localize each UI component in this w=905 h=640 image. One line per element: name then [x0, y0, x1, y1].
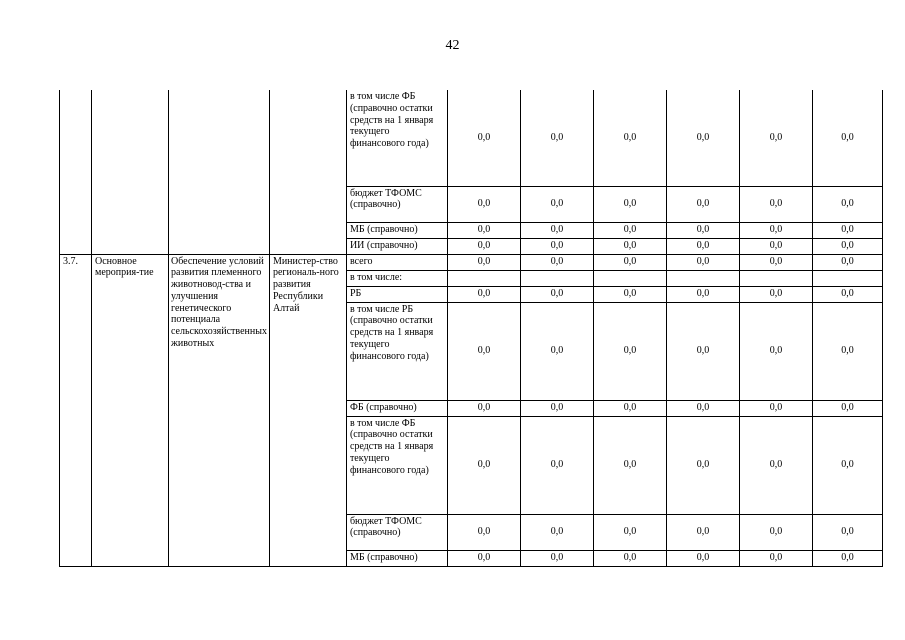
funding-source-cell: МБ (справочно) — [346, 222, 447, 238]
value-cell: 0,0 — [520, 90, 593, 186]
value-cell: 0,0 — [812, 222, 882, 238]
measure-executor: Министер-ство региональ-ного развития Республики Алтай — [269, 254, 346, 566]
value-cell — [739, 270, 812, 286]
value-cell: 0,0 — [666, 222, 739, 238]
funding-source-cell: в том числе ФБ (справочно остатки средств на 1 января текущего финансового года) — [346, 90, 447, 186]
value-cell: 0,0 — [593, 400, 666, 416]
funding-source-cell: в том числе: — [346, 270, 447, 286]
empty-cell — [269, 90, 346, 254]
funding-source-cell: РБ — [346, 286, 447, 302]
value-cell: 0,0 — [447, 550, 520, 566]
value-cell: 0,0 — [812, 514, 882, 550]
value-cell — [447, 270, 520, 286]
value-cell: 0,0 — [520, 400, 593, 416]
value-cell: 0,0 — [593, 286, 666, 302]
value-cell: 0,0 — [593, 416, 666, 514]
value-cell: 0,0 — [739, 400, 812, 416]
value-cell: 0,0 — [812, 550, 882, 566]
value-cell: 0,0 — [666, 550, 739, 566]
funding-source-cell: ИИ (справочно) — [346, 238, 447, 254]
value-cell — [666, 270, 739, 286]
funding-source-cell: всего — [346, 254, 447, 270]
funding-source-cell: бюджет ТФОМС (справочно) — [346, 514, 447, 550]
page-number: 42 — [445, 38, 460, 53]
value-cell: 0,0 — [812, 286, 882, 302]
funding-source-cell: в том числе ФБ (справочно остатки средств на 1 января текущего финансового года) — [346, 416, 447, 514]
value-cell: 0,0 — [520, 254, 593, 270]
value-cell: 0,0 — [593, 238, 666, 254]
value-cell: 0,0 — [739, 186, 812, 222]
value-cell — [593, 270, 666, 286]
value-cell: 0,0 — [447, 222, 520, 238]
value-cell: 0,0 — [593, 254, 666, 270]
value-cell: 0,0 — [739, 286, 812, 302]
value-cell: 0,0 — [666, 90, 739, 186]
value-cell: 0,0 — [666, 286, 739, 302]
empty-cell — [169, 90, 270, 254]
measure-name: Обеспечение условий развития племенного животновод-ства и улучшения генетического потенциала сельскохозяйственных животных — [169, 254, 270, 566]
value-cell: 0,0 — [739, 550, 812, 566]
funding-source-cell: МБ (справочно) — [346, 550, 447, 566]
value-cell: 0,0 — [447, 186, 520, 222]
value-cell: 0,0 — [666, 416, 739, 514]
value-cell: 0,0 — [447, 254, 520, 270]
value-cell: 0,0 — [666, 514, 739, 550]
value-cell: 0,0 — [739, 302, 812, 400]
funding-source-cell: ФБ (справочно) — [346, 400, 447, 416]
value-cell: 0,0 — [812, 416, 882, 514]
measure-type: Основное мероприя-тие — [92, 254, 169, 566]
value-cell: 0,0 — [593, 186, 666, 222]
value-cell: 0,0 — [739, 222, 812, 238]
value-cell: 0,0 — [593, 90, 666, 186]
value-cell: 0,0 — [812, 400, 882, 416]
value-cell: 0,0 — [739, 514, 812, 550]
value-cell — [812, 270, 882, 286]
value-cell: 0,0 — [520, 302, 593, 400]
value-cell: 0,0 — [447, 400, 520, 416]
value-cell: 0,0 — [812, 238, 882, 254]
value-cell: 0,0 — [739, 254, 812, 270]
value-cell: 0,0 — [666, 186, 739, 222]
value-cell: 0,0 — [520, 416, 593, 514]
table-row — [60, 90, 883, 186]
value-cell: 0,0 — [520, 238, 593, 254]
value-cell: 0,0 — [739, 416, 812, 514]
value-cell: 0,0 — [812, 186, 882, 222]
value-cell: 0,0 — [520, 222, 593, 238]
value-cell: 0,0 — [447, 514, 520, 550]
value-cell: 0,0 — [593, 222, 666, 238]
funding-source-cell: бюджет ТФОМС (справочно) — [346, 186, 447, 222]
value-cell: 0,0 — [447, 238, 520, 254]
value-cell: 0,0 — [739, 238, 812, 254]
table-row — [60, 254, 883, 270]
value-cell: 0,0 — [666, 400, 739, 416]
value-cell: 0,0 — [593, 302, 666, 400]
value-cell: 0,0 — [447, 286, 520, 302]
value-cell: 0,0 — [593, 550, 666, 566]
value-cell: 0,0 — [666, 302, 739, 400]
value-cell — [520, 270, 593, 286]
value-cell: 0,0 — [447, 416, 520, 514]
value-cell: 0,0 — [812, 302, 882, 400]
table-body — [60, 90, 883, 566]
value-cell: 0,0 — [520, 186, 593, 222]
value-cell: 0,0 — [812, 90, 882, 186]
budget-table — [59, 90, 883, 567]
value-cell: 0,0 — [666, 238, 739, 254]
value-cell: 0,0 — [666, 254, 739, 270]
measure-number: 3.7. — [60, 254, 92, 566]
value-cell: 0,0 — [812, 254, 882, 270]
value-cell: 0,0 — [520, 286, 593, 302]
value-cell: 0,0 — [520, 514, 593, 550]
value-cell: 0,0 — [593, 514, 666, 550]
funding-source-cell: в том числе РБ (справочно остатки средств на 1 января текущего финансового года) — [346, 302, 447, 400]
value-cell: 0,0 — [520, 550, 593, 566]
value-cell: 0,0 — [447, 302, 520, 400]
empty-cell — [60, 90, 92, 254]
empty-cell — [92, 90, 169, 254]
value-cell: 0,0 — [447, 90, 520, 186]
value-cell: 0,0 — [739, 90, 812, 186]
